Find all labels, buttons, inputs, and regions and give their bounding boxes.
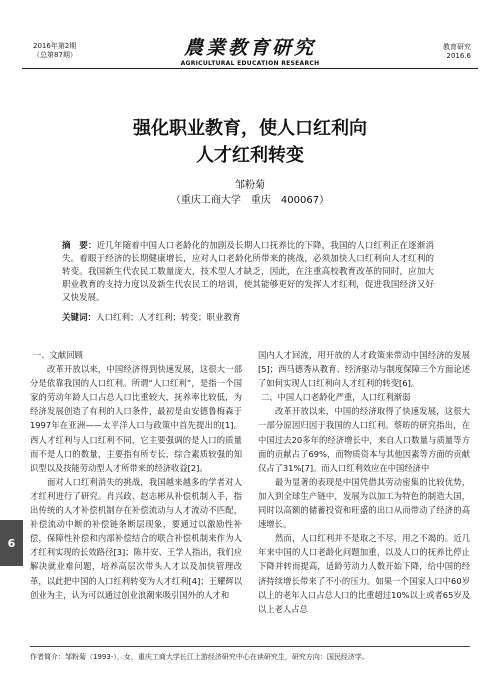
issue-number: 2016年第2期	[33, 42, 77, 50]
paragraph: 最为显著的表现是中国凭借其劳动密集的比较优势，加入到全球生产链中，发展为以加工为特色的制造大国，同时以高额的储蓄投资和旺盛的出口从而带动了经济的高速增长。	[258, 476, 470, 530]
section-info	[443, 43, 471, 61]
author-affiliation: （重庆工商大学 重庆 400067）	[170, 195, 330, 206]
paragraph: 然而，人口红利并不是取之不尽，用之不竭的。近几年来中国的人口老龄化问题加重，以及人口的抚养比停止下降并转而提高，适龄劳动力人数开始下降，给中国的经济持续增长带来了不小的压力。如果一个国家人口中60岁以上的老年人口占总人口的比重超过10%以上或者65岁及以上老人占总	[258, 533, 470, 614]
title-line-2: 人才红利转变	[196, 145, 304, 166]
keywords	[62, 312, 434, 325]
masthead-chinese: 農業教育研究	[183, 37, 316, 59]
issue-total: （总第87期）	[33, 51, 77, 59]
page-number-tab: 6	[0, 520, 23, 566]
paragraph: 国内人才回流，用开放的人才政策来带动中国经济的发展[5]；西马德秀从教育、经济驱动与制度保障三个方面论述了如何实现人口红利向人才红利的转变[6]。	[258, 350, 470, 389]
paragraph: 改革开放以来，中国经济得到快速发展，这很大一部分是依靠我国的人口红利。所谓“人口红利”，是指一个国家的劳动年龄人口占总人口比重较大，抚养率比较低，为经济发展创造了有利的人口条件，最初是由安德鲁梅森于1997年在亚洲——太平洋人口与政策中首先提出的[1]。西人才红利与人口红利不同，它主要强调的是人口的质量而不是人口的数量，主要指有所专长，综合素质较强的知识型以及技能劳动型人才所带来的经济收益[2]。	[30, 364, 242, 473]
journal-masthead	[0, 33, 500, 67]
keywords-text: 人口红利；人才红利；转变；职业教育	[96, 313, 241, 323]
author-footnote: 作者简介：邹粉菊（1993-），女，重庆工商大学长江上游经济研究中心在读研究生，研究方向：国民经济学。	[30, 653, 369, 661]
author-name: 邹粉菊	[235, 180, 265, 191]
abstract-label: 摘 要：	[62, 241, 97, 251]
paragraph: 改革开放以来，中国的经济取得了快速发展，这很大一部分原因归因于我国的人口红利。蔡昉的研究指出，在中国过去20多年的经济增长中，来自人口数量与质量等方面的贡献占了69%，而物质资本与其他因素等方面的贡献仅占了31%[7]。而人口红利效应在中国经济中	[258, 406, 470, 473]
keywords-label: 关键词：	[62, 313, 97, 323]
title-line-1: 强化职业教育，使人口红利向	[133, 118, 367, 139]
section-name: 教育研究	[443, 43, 471, 51]
abstract-text: 近几年随着中国人口老龄化的加剧及长期人口抚养比的下降，我国的人口红利正在逐渐消失。着眼于经济的长期健康增长，应对人口老龄化所带来的挑战，必须加快人口红利向人才红利的转变。我国新生代农民工数量庞大，技术型人才缺乏，因此，在注重高校教育改革的同时，应加大职业教育的支持力度以及新生代农民工的培训，使其能够更好的发挥人才红利，促进我国经济又好又快发展。	[62, 241, 434, 303]
section-heading-2: 二、中国人口老龄化严重，人口红利渐弱	[261, 392, 411, 403]
masthead-english: AGRICULTURAL EDUCATION RESEARCH	[180, 60, 320, 67]
section-heading-1: 一、文献回顾	[33, 350, 83, 360]
header-rule	[22, 68, 478, 69]
left-column	[30, 348, 242, 602]
article-title	[0, 115, 500, 169]
abstract	[62, 240, 434, 305]
paragraph: 面对人口红利消失的挑战，我国越来越多的学者对人才红利进行了研究。肖兴政、赵志彬从补偿机制入手，指出传统的人才补偿机制存在补偿流动与人才流动不匹配，补偿流动中断的补偿链条断层现象，要通过以激励性补偿，保障性补偿和内部补偿结合的联合补偿机制来作为人才红利实现的长效路径[3]；陈井安、王学人指出，我们应解决就业难问题，培养高层次带头人才以及加快管理改革，以此把中国的人口红利转变为人才红利[4]；王耀辉以创业为主，认为可以通过创业浪潮来吸引国外的人才和	[30, 476, 242, 600]
footnote-rule	[30, 646, 470, 647]
right-column	[258, 348, 470, 616]
section-date: 2016.6	[446, 52, 471, 60]
